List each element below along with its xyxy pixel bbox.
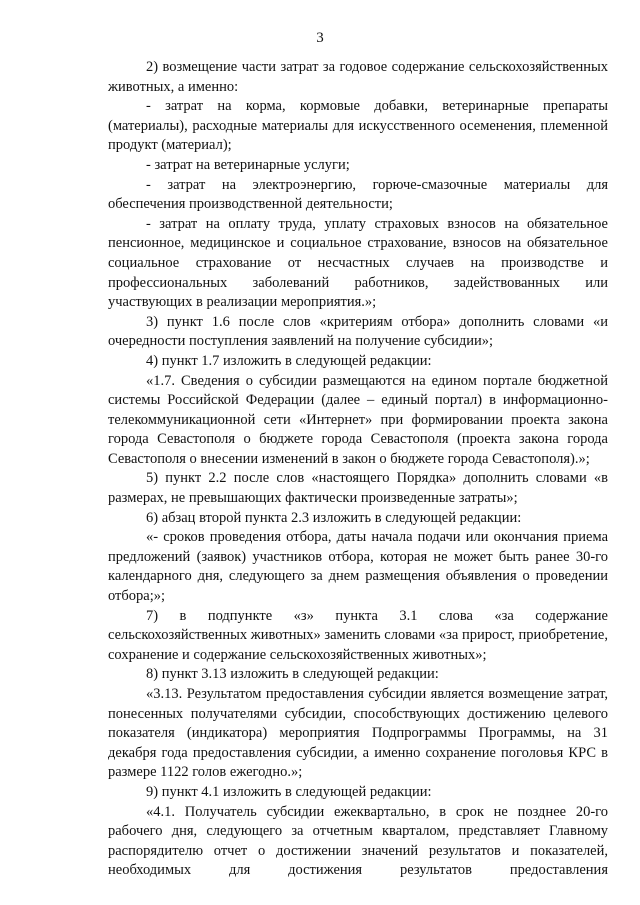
amendment-9: 9) пункт 4.1 изложить в следующей редакции: bbox=[146, 783, 432, 800]
amendment-3: 3) пункт 1.6 после слов «критериям отбора» дополнить словами «и очередности поступления заявлений на получение субсидии»; bbox=[108, 313, 608, 350]
clause-2-3-text: «- сроков проведения отбора, даты начала подачи или окончания приема предложений (заявок) участников отбора, которая не может быть ранее 30-го календарного дня, следующего за днем размещения объявления о проведении отбора;»; bbox=[108, 529, 608, 605]
list-item-energy-costs: - затрат на электроэнергию, горюче-смазочные материалы для обеспечения производственной деятельности; bbox=[108, 176, 608, 213]
amendment-6: 6) абзац второй пункта 2.3 изложить в следующей редакции: bbox=[146, 509, 522, 526]
amendment-4: 4) пункт 1.7 изложить в следующей редакции: bbox=[146, 352, 432, 369]
amendment-8: 8) пункт 3.13 изложить в следующей редакции: bbox=[146, 666, 439, 683]
amendment-7: 7) в подпункте «з» пункта 3.1 слова «за содержание сельскохозяйственных животных» заменить словами «за прирост, приобретение, сохранение и содержание сельскохозяйственных животных»; bbox=[108, 607, 608, 663]
list-item-veterinary-services: - затрат на ветеринарные услуги; bbox=[146, 156, 350, 173]
page-number: 3 bbox=[316, 30, 324, 46]
list-item-feed-costs: - затрат на корма, кормовые добавки, ветеринарные препараты (материалы), расходные материалы для искусственного осеменения, племенной продукт (материал); bbox=[108, 98, 608, 154]
amendment-2-intro: 2) возмещение части затрат за годовое содержание сельскохозяйственных животных, а именно: bbox=[108, 59, 608, 95]
amendment-5: 5) пункт 2.2 после слов «настоящего Порядка» дополнить словами «в размерах, не превышающих фактически произведенные затраты»; bbox=[108, 470, 608, 507]
list-item-labor-costs: - затрат на оплату труда, уплату страховых взносов на обязательное пенсионное, медицинское и социальное страхование, взносов на обязательное социальное страхование от несчастных случаев на производстве и профессиональных заболеваний работников, задействованных или участвующих в реализации мероприятия.»; bbox=[108, 215, 608, 311]
document-body bbox=[108, 58, 608, 881]
clause-3-13-text: «3.13. Результатом предоставления субсидии является возмещение затрат, понесенных получателями субсидии, способствующих достижению целевого показателя (индикатора) мероприятия Подпрограммы Программы, на 31 декабря года предоставления субсидии, а именно сохранение поголовья КРС в размере 1122 голов ежегодно.»; bbox=[108, 686, 608, 781]
clause-1-7-text: «1.7. Сведения о субсидии размещаются на едином портале бюджетной системы Российской Федерации (далее – единый портал) в информационно-телекоммуникационной сети «Интернет» при формировании проекта закона города Севастополя о бюджете города Севастополя (проекта закона города Севастополя о внесении изменений в закон о бюджете города Севастополя).»; bbox=[108, 372, 608, 467]
clause-4-1-text: «4.1. Получатель субсидии ежеквартально, в срок не позднее 20-го рабочего дня, следующего за отчетным кварталом, представляет Главному распорядителю отчет о достижении значений результатов и показателей, необходимых для достижения результатов предоставления bbox=[108, 803, 608, 879]
